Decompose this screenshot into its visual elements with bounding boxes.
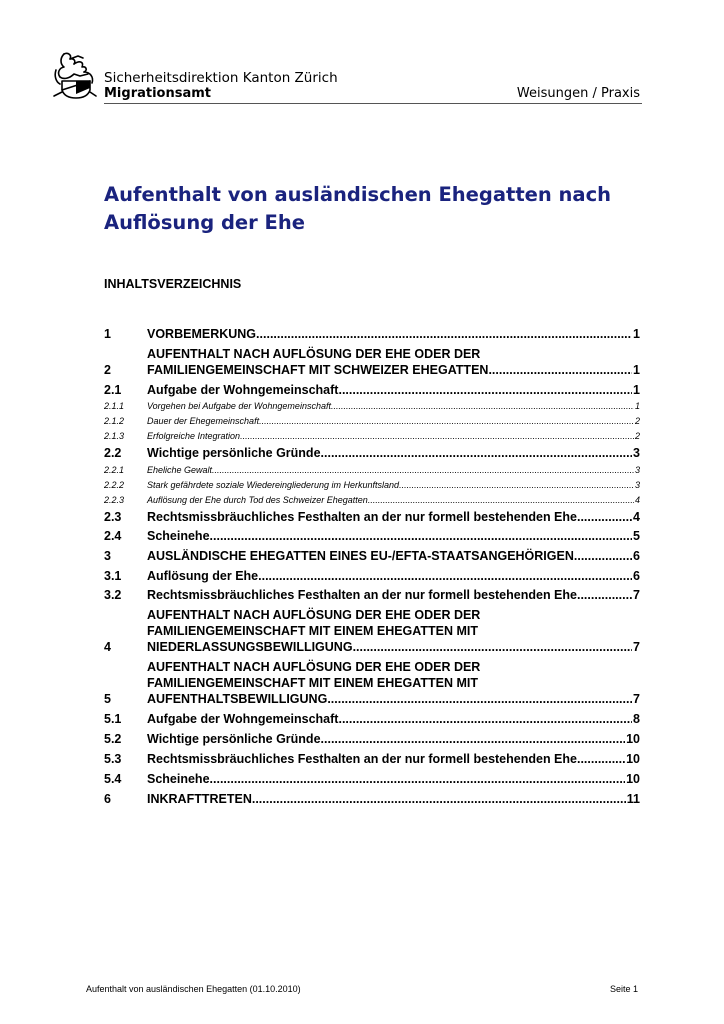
- toc-leader-dots: [321, 445, 633, 461]
- toc-entry[interactable]: [104, 731, 640, 747]
- toc-leader-dots: [240, 431, 634, 442]
- toc-entry-page: 1: [633, 383, 640, 397]
- toc-entry[interactable]: [104, 326, 640, 342]
- toc-entry-number: 2: [104, 363, 111, 377]
- toc-entry-number: 5.4: [104, 772, 122, 786]
- toc-entry-page: 10: [626, 752, 640, 766]
- toc-entry[interactable]: [104, 431, 640, 442]
- toc-entry-page: 3: [634, 480, 640, 490]
- toc-entry[interactable]: [104, 346, 640, 378]
- toc-entry-label: Auflösung der Ehe durch Tod des Schweizer Ehegatten: [147, 495, 368, 505]
- toc-entry-page: 2: [634, 416, 640, 426]
- toc-entry-page: 1: [633, 363, 640, 377]
- toc-entry-number: 2.1.3: [104, 431, 125, 441]
- toc-leader-dots: [488, 362, 632, 378]
- toc-entry-number: 2.2.1: [104, 465, 125, 475]
- toc-entry[interactable]: [104, 465, 640, 476]
- toc-entry-label: Erfolgreiche Integration: [147, 431, 241, 441]
- toc-entry-page: 6: [633, 549, 640, 563]
- toc-entry[interactable]: [104, 791, 640, 807]
- toc-entry[interactable]: [104, 528, 640, 544]
- toc-entry-label: FAMILIENGEMEINSCHAFT MIT EINEM EHEGATTEN MIT: [147, 624, 479, 638]
- toc-entry-page: 5: [633, 529, 640, 543]
- toc-entry-label: Aufgabe der Wohngemeinschaft: [147, 712, 339, 726]
- toc-entry-label: Vorgehen bei Aufgabe der Wohngemeinschaft: [147, 401, 331, 411]
- toc-entry[interactable]: [104, 480, 640, 491]
- toc-entry-label: AUSLÄNDISCHE EHEGATTEN EINES EU-/EFTA-STAATSANGEHÖRIGEN: [147, 549, 574, 563]
- toc-entry-label: Scheinehe: [147, 529, 210, 543]
- toc-entry-page: 1: [633, 327, 640, 341]
- toc-entry[interactable]: [104, 548, 640, 564]
- toc-entry-page: 7: [633, 640, 640, 654]
- toc-entry-number: 6: [104, 792, 111, 806]
- toc-entry[interactable]: [104, 509, 640, 525]
- toc-leader-dots: [577, 509, 632, 525]
- toc-entry-page: 3: [633, 446, 640, 460]
- toc-entry-label: AUFENTHALT NACH AUFLÖSUNG DER EHE ODER DER: [147, 608, 481, 622]
- toc-entry-page: 6: [633, 569, 640, 583]
- toc-entry-number: 2.1: [104, 383, 122, 397]
- toc-entry-label: FAMILIENGEMEINSCHAFT MIT EINEM EHEGATTEN MIT: [147, 676, 479, 690]
- toc-entry-number: 2.1.2: [104, 416, 125, 426]
- toc-entry-number: 5.1: [104, 712, 122, 726]
- toc-entry-label: Rechtsmissbräuchliches Festhalten an der nur formell bestehenden Ehe: [147, 588, 577, 602]
- toc-entry[interactable]: [104, 401, 640, 412]
- toc-entry-page: 3: [634, 465, 640, 475]
- toc-entry-page: 1: [634, 401, 640, 411]
- toc-entry[interactable]: [104, 416, 640, 427]
- toc-entry[interactable]: [104, 771, 640, 787]
- toc-entry-label: Rechtsmissbräuchliches Festhalten an der nur formell bestehenden Ehe: [147, 752, 577, 766]
- toc-entry[interactable]: [104, 711, 640, 727]
- toc-entry-number: 3.2: [104, 588, 122, 602]
- header-organization: Sicherheitsdirektion Kanton Zürich: [104, 70, 338, 86]
- toc-entry-number: 5.2: [104, 732, 122, 746]
- toc-entry-page: 4: [633, 510, 640, 524]
- toc-entry-number: 2.2.2: [104, 480, 125, 490]
- toc-leader-dots: [331, 401, 634, 412]
- header-divider: [104, 103, 642, 104]
- toc-leader-dots: [338, 382, 632, 398]
- toc-entry-label: Scheinehe: [147, 772, 210, 786]
- toc-leader-dots: [321, 731, 626, 747]
- toc-entry-label: Auflösung der Ehe: [147, 569, 259, 583]
- toc-leader-dots: [212, 465, 634, 476]
- toc-entry[interactable]: [104, 568, 640, 584]
- toc-entry-label: AUFENTHALT NACH AUFLÖSUNG DER EHE ODER DER: [147, 660, 481, 674]
- toc-entry-label: Eheliche Gewalt: [147, 465, 213, 475]
- toc-entry[interactable]: [104, 382, 640, 398]
- toc-entry-label: NIEDERLASSUNGSBEWILLIGUNG: [147, 640, 353, 654]
- toc-entry-page: 2: [634, 431, 640, 441]
- toc-entry-page: 10: [626, 772, 640, 786]
- toc-leader-dots: [577, 587, 632, 603]
- toc-entry-label: Dauer der Ehegemeinschaft: [147, 416, 260, 426]
- toc-entry-page: 4: [634, 495, 640, 505]
- footer-document-info: Aufenthalt von ausländischen Ehegatten (01.10.2010): [86, 984, 301, 994]
- toc-entry-page: 11: [626, 792, 640, 806]
- toc-entry-number: 2.1.1: [104, 401, 125, 411]
- toc-entry-number: 2.4: [104, 529, 122, 543]
- header-category: Weisungen / Praxis: [516, 86, 640, 101]
- toc-entry-label: FAMILIENGEMEINSCHAFT MIT SCHWEIZER EHEGATTEN: [147, 363, 489, 377]
- toc-leader-dots: [368, 495, 634, 506]
- toc-leader-dots: [210, 771, 626, 787]
- toc-entry-number: 5: [104, 692, 111, 706]
- toc-entry-page: 7: [633, 588, 640, 602]
- toc-entry[interactable]: [104, 495, 640, 506]
- document-title: Aufenthalt von ausländischen Ehegatten nach Auflösung der Ehe: [104, 183, 612, 234]
- toc-leader-dots: [258, 568, 632, 584]
- toc-leader-dots: [338, 711, 632, 727]
- toc-entry-page: 8: [633, 712, 640, 726]
- toc-leader-dots: [399, 480, 634, 491]
- toc-entry-label: Aufgabe der Wohngemeinschaft: [147, 383, 339, 397]
- toc-leader-dots: [574, 548, 632, 564]
- toc-entry-number: 1: [104, 327, 111, 341]
- toc-entry-label: Stark gefährdete soziale Wiedereingliederung im Herkunftsland: [147, 480, 400, 490]
- toc-leader-dots: [577, 751, 625, 767]
- header-department: Migrationsamt: [104, 86, 212, 101]
- toc-entry-label: INKRAFTTRETEN: [147, 792, 252, 806]
- toc-entry-number: 2.3: [104, 510, 122, 524]
- toc-entry-label: Wichtige persönliche Gründe: [147, 732, 321, 746]
- toc-entry[interactable]: [104, 751, 640, 767]
- toc-leader-dots: [259, 416, 634, 427]
- toc-leader-dots: [256, 326, 632, 342]
- toc-entry-number: 2.2: [104, 446, 122, 460]
- toc-entry-number: 2.2.3: [104, 495, 125, 505]
- toc-entry-label: Rechtsmissbräuchliches Festhalten an der nur formell bestehenden Ehe: [147, 510, 577, 524]
- toc-entry[interactable]: [104, 607, 640, 655]
- footer-page-number: Seite 1: [609, 984, 638, 994]
- toc-entry[interactable]: [104, 659, 640, 707]
- toc-entry-number: 3: [104, 549, 111, 563]
- toc-heading: INHALTSVERZEICHNIS: [104, 277, 242, 291]
- toc-entry-number: 5.3: [104, 752, 122, 766]
- toc-leader-dots: [327, 691, 632, 707]
- toc-leader-dots: [210, 528, 633, 544]
- table-of-contents: [104, 322, 640, 807]
- toc-leader-dots: [353, 639, 632, 655]
- toc-entry[interactable]: [104, 587, 640, 603]
- toc-entry-page: 10: [626, 732, 640, 746]
- toc-entry-label: AUFENTHALTSBEWILLIGUNG: [147, 692, 328, 706]
- toc-entry-label: AUFENTHALT NACH AUFLÖSUNG DER EHE ODER DER: [147, 347, 481, 361]
- zurich-lion-crest-icon: [50, 50, 98, 100]
- toc-entry-label: Wichtige persönliche Gründe: [147, 446, 321, 460]
- toc-entry-number: 4: [104, 640, 111, 654]
- toc-entry[interactable]: [104, 445, 640, 461]
- toc-entry-number: 3.1: [104, 569, 122, 583]
- toc-entry-page: 7: [633, 692, 640, 706]
- toc-leader-dots: [252, 791, 626, 807]
- toc-entry-label: VORBEMERKUNG: [147, 327, 257, 341]
